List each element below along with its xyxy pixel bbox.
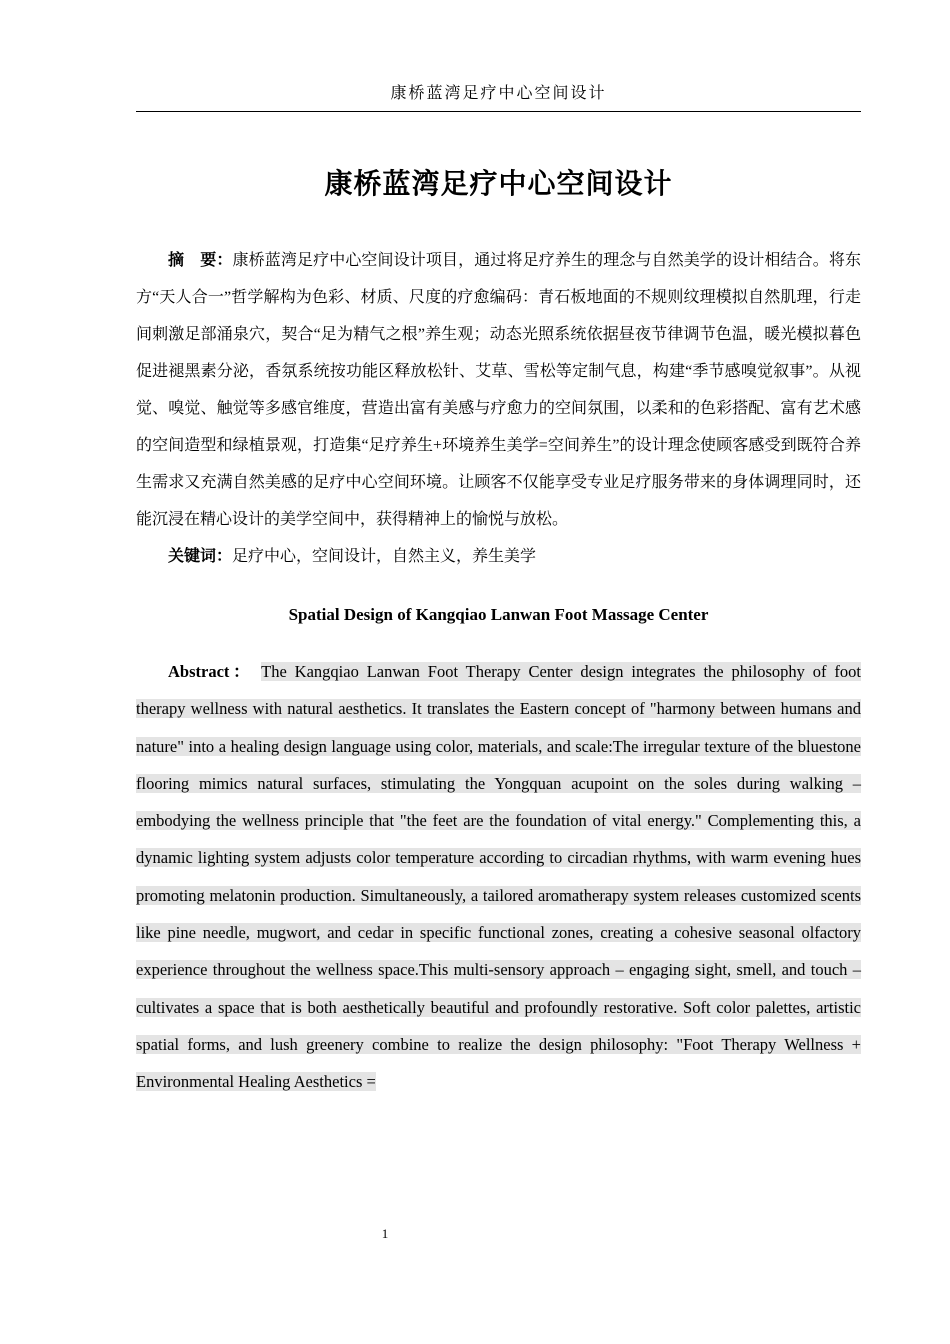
document-title: 康桥蓝湾足疗中心空间设计 (324, 168, 673, 199)
keywords-paragraph (136, 538, 861, 575)
english-title: Spatial Design of Kangqiao Lanwan Foot Massage Center (288, 605, 709, 624)
chinese-abstract-paragraph (136, 242, 861, 538)
keywords-text: 足疗中心，空间设计，自然主义，养生美学 (232, 548, 537, 565)
header-title: 康桥蓝湾足疗中心空间设计 (390, 85, 607, 102)
abstract-label: 摘 要： (168, 252, 233, 269)
keywords-label: 关键词： (168, 548, 233, 565)
page-footer (0, 1226, 770, 1242)
page-content (0, 166, 950, 1101)
page-number: 1 (381, 1226, 389, 1241)
abstract-text: 康桥蓝湾足疗中心空间设计项目，通过将足疗养生的理念与自然美学的设计相结合。将东方“天人合一”哲学解构为色彩、材质、尺度的疗愈编码：青石板地面的不规则纹理模拟自然肌理，行走间刺激足部涌泉穴，契合“足为精气之根”养生观；动态光照系统依据昼夜节律调节色温，暖光模拟暮色促进褪黑素分泌，香氛系统按功能区释放松针、艾草、雪松等定制气息，构建“季节感嗅觉叙事”。从视觉、嗅觉、触觉等多感官维度，营造出富有美感与疗愈力的空间氛围，以柔和的色彩搭配、富有艺术感的空间造型和绿植景观，打造集“足疗养生+环境养生美学=空间养生”的设计理念使顾客感受到既符合养生需求又充满自然美感的足疗中心空间环境。让顾客不仅能享受专业足疗服务带来的身体调理同时，还能沉浸在精心设计的美学空间中，获得精神上的愉悦与放松。 (136, 252, 861, 528)
page-header (136, 84, 861, 112)
english-abstract-text: The Kangqiao Lanwan Foot Therapy Center design integrates the philosophy of foot therapy wellness with natural aesthetics. It translates the Eastern concept of "harmony between humans and nature" into a healing design language using color, materials, and scale:The irregular texture of the bluestone flooring mimics natural surfaces, stimulating the Yongquan acupoint on the soles during walking – embodying the wellness principle that "the feet are the foundation of vital energy." Complementing this, a dynamic lighting system adjusts color temperature according to circadian rhythms, with warm evening hues promoting melatonin production. Simultaneously, a tailored aromatherapy system releases customized scents like pine needle, mugwort, and cedar in specific functional zones, creating a cohesive seasonal olfactory experience throughout the wellness space.This multi-sensory approach – engaging sight, smell, and touch – cultivates a space that is both aesthetically beautiful and profoundly restorative. Soft color palettes, artistic spatial forms, and lush greenery combine to realize the design philosophy: "Foot Therapy Wellness + Environmental Healing Aesthetics = (136, 662, 862, 1092)
english-abstract-label: Abstract： (168, 662, 254, 681)
english-abstract-paragraph (136, 653, 861, 1101)
